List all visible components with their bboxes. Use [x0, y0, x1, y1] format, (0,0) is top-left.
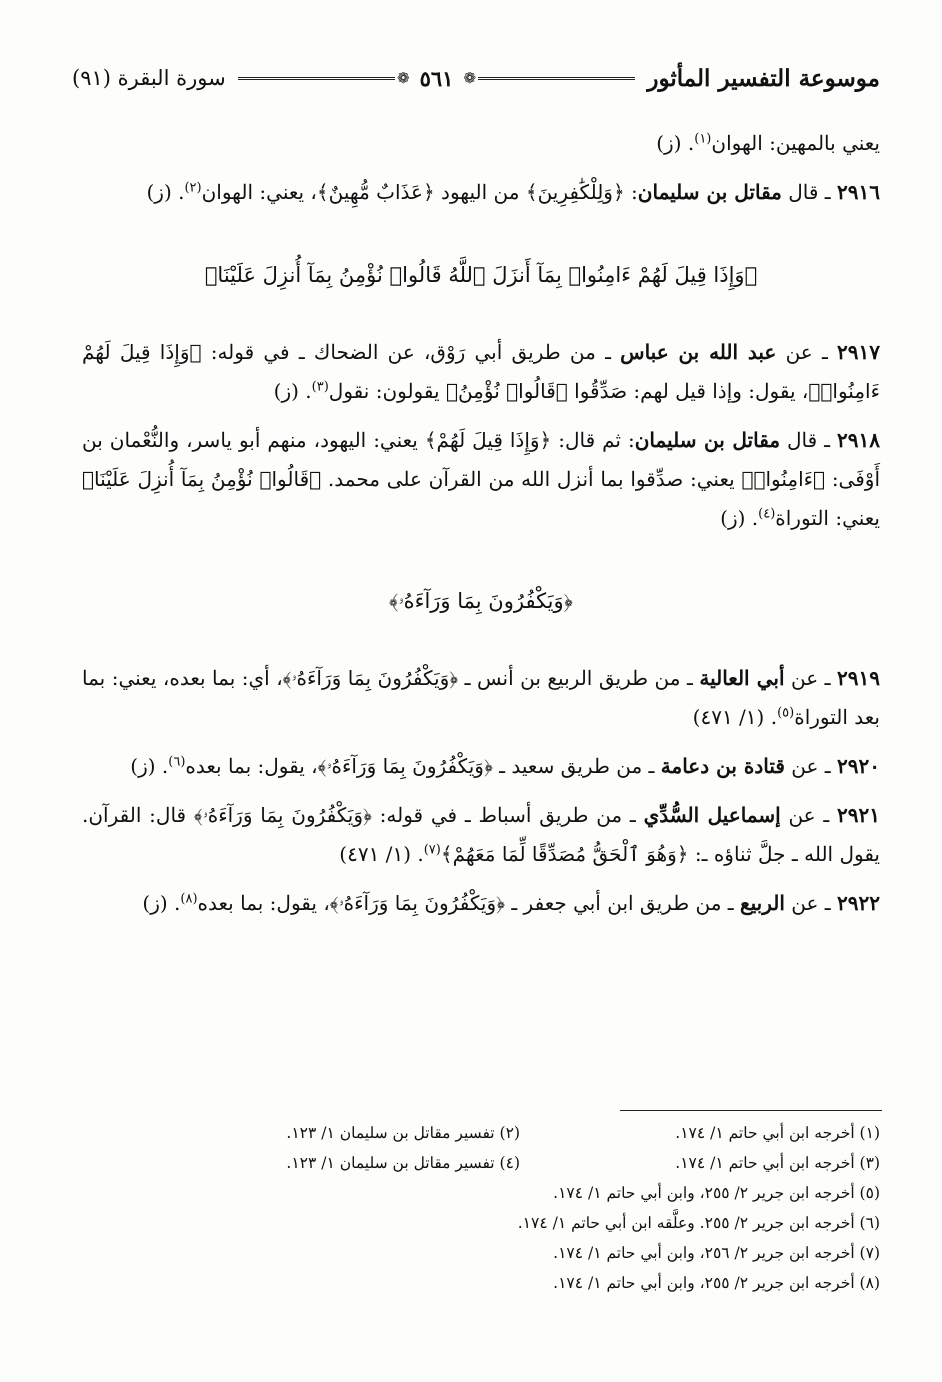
text: : ثم قال: — [551, 428, 635, 452]
footnote-ref[interactable]: (٦) — [168, 754, 186, 770]
text: ـ عن — [780, 803, 838, 827]
report-number: ٢٩٢٢ — [837, 891, 880, 915]
footnote-2: (٢) تفسير مقاتل بن سليمان ١/ ١٢٣. — [286, 1124, 520, 1142]
text: يعني: اليهود، منهم أبو ياسر، والنُّعْمان بن أَوْفَى: — [82, 428, 881, 491]
text: يقولون: نقول — [328, 379, 446, 403]
footnote-ref[interactable]: (٢) — [184, 180, 202, 196]
narrator-name: مقاتل بن سليمان — [634, 428, 781, 452]
source-mark: . (ز) — [130, 754, 169, 778]
footnote-8: (٨) أخرجه ابن جرير ٢/ ٢٥٥، وابن أبي حاتم ١/ ١٧٤. — [553, 1274, 880, 1292]
source-mark: . (ز) — [720, 506, 759, 530]
narrator-name: الربيع — [740, 891, 785, 915]
narrator-name: عبد الله بن عباس — [620, 340, 777, 364]
footnote-ref[interactable]: (٧) — [423, 842, 441, 858]
report-number: ٢٩١٨ — [837, 428, 880, 452]
paragraph-2921 — [82, 796, 880, 874]
narrator-name: مقاتل بن سليمان — [637, 180, 782, 204]
paragraph-2919 — [82, 659, 880, 737]
page-header — [72, 56, 880, 100]
text: قال: القرآن. يقول الله ـ جلَّ ثناؤه ـ: — [82, 803, 880, 866]
footnotes — [160, 1118, 880, 1298]
footnote-6: (٦) أخرجه ابن جرير ٢/ ٢٥٥. وعلَّقه ابن أبي حاتم ١/ ١٧٤. — [517, 1214, 880, 1232]
footnote-5: (٥) أخرجه ابن جرير ٢/ ٢٥٥، وابن أبي حاتم ١/ ١٧٤. — [553, 1184, 880, 1202]
text: يعني: صدِّقوا بما أنزل الله من القرآن على محمد. — [321, 467, 742, 491]
header-rule-group — [238, 66, 636, 91]
paragraph-2916 — [82, 173, 880, 212]
narrator-name: قتادة بن دعامة — [660, 754, 785, 778]
text: يعني بالمهين: الهوان — [711, 131, 880, 155]
quran-quote: ﴿وَيَكْفُرُونَ بِمَا وَرَآءَهُۥ﴾ — [317, 754, 493, 778]
footnote-7: (٧) أخرجه ابن جرير ٢/ ٢٥٦، وابن أبي حاتم ١/ ١٧٤. — [553, 1244, 880, 1262]
quran-quote: ﴿وَهُوَ ٱلْحَقُّ مُصَدِّقًا لِّمَا مَعَهُمْ﴾ — [440, 842, 689, 866]
text: ـ من طريق ابن أبي جعفر ـ — [504, 891, 740, 915]
ornament-icon: ❁ — [463, 69, 477, 87]
report-number: ٢٩١٦ — [837, 180, 880, 204]
footnote-divider — [620, 1110, 882, 1111]
text: ـ من طريق أسباط ـ في قوله: — [371, 803, 644, 827]
footnote-ref[interactable]: (٤) — [758, 506, 776, 522]
footnote-row — [160, 1148, 880, 1178]
quran-quote: ﴿وَإِذَا قِيلَ لَهُمْ﴾ — [424, 428, 552, 452]
footnote-row — [160, 1118, 880, 1148]
ornament-icon: ❁ — [397, 69, 410, 87]
text: ـ عن — [784, 754, 838, 778]
source-mark: . (١/ ٤٧١) — [339, 842, 424, 866]
footnote-ref[interactable]: (٨) — [180, 891, 198, 907]
surah-title: سورة البقرة (٩١) — [72, 66, 226, 90]
quran-quote: ﴿قَالُوا۟ نُؤْمِنُ بِمَآ أُنزِلَ عَلَيْنَا﴾ — [82, 467, 322, 491]
footnote-4: (٤) تفسير مقاتل بن سليمان ١/ ١٢٣. — [286, 1154, 520, 1172]
report-number: ٢٩٢٠ — [837, 754, 880, 778]
text: ـ من طريق الربيع بن أنس ـ — [458, 666, 700, 690]
text: ـ قال — [780, 428, 838, 452]
text: ، يقول: بما بعده — [185, 754, 318, 778]
text: ـ من طريق أبي رَوْق، عن الضحاك ـ في قوله: — [201, 340, 621, 364]
quran-quote: ﴿وَيَكْفُرُونَ بِمَا وَرَآءَهُۥ﴾ — [193, 803, 372, 827]
text: ـ عن — [784, 666, 838, 690]
quran-quote: ﴿قَالُوا۟ نُؤْمِنُ﴾ — [445, 379, 568, 403]
paragraph-2917 — [82, 333, 880, 411]
paragraph-2922 — [82, 884, 880, 923]
text: : — [624, 180, 638, 204]
footnote-3: (٣) أخرجه ابن أبي حاتم ١/ ١٧٤. — [675, 1154, 880, 1172]
source-mark: . (ز) — [146, 180, 185, 204]
text: ـ عن — [784, 891, 838, 915]
footnote-ref[interactable]: (٣) — [311, 379, 329, 395]
text: ، أي: بما بعده، يعني: بما بعد التوراة — [82, 666, 880, 729]
quran-quote: ﴿وَإِذَا قِيلَ لَهُمْ ءَامِنُوا۟﴾ — [82, 340, 880, 403]
main-text — [82, 124, 880, 933]
ayah-heading: ﴿وَيَكْفُرُونَ بِمَا وَرَآءَهُۥ﴾ — [389, 589, 573, 613]
ayah-heading: ﴿وَإِذَا قِيلَ لَهُمْ ءَامِنُوا۟ بِمَآ أَنزَلَ ٱللَّهُ قَالُوا۟ نُؤْمِنُ بِمَآ أُنزِلَ عَلَيْنَا﴾ — [204, 263, 758, 287]
book-title: موسوعة التفسير المأثور — [647, 64, 880, 92]
source-mark: . (ز) — [142, 891, 181, 915]
source-mark: . (ز) — [656, 131, 695, 155]
report-number: ٢٩١٩ — [837, 666, 881, 690]
footnote-ref[interactable]: (٥) — [777, 705, 795, 721]
text: ، يعني: الهوان — [201, 180, 317, 204]
paragraph-intro — [82, 124, 880, 163]
quran-quote: ﴿ءَامِنُوا۟﴾ — [741, 467, 826, 491]
text: ـ عن — [776, 340, 838, 364]
header-rule-right — [478, 77, 635, 80]
quran-quote: ﴿وَلِلْكَٰفِرِينَ﴾ — [525, 180, 625, 204]
report-number: ٢٩١٧ — [837, 340, 881, 364]
report-number: ٢٩٢١ — [837, 803, 880, 827]
quran-quote: ﴿عَذَابٌ مُّهِينٌ﴾ — [316, 180, 435, 204]
footnote-1: (١) أخرجه ابن أبي حاتم ١/ ١٧٤. — [675, 1124, 880, 1142]
footnote-ref[interactable]: (١) — [694, 131, 712, 147]
text: من اليهود — [434, 180, 526, 204]
header-rule-left — [238, 77, 395, 80]
paragraph-2918 — [82, 421, 880, 538]
quran-quote: ﴿وَيَكْفُرُونَ بِمَا وَرَآءَهُۥ﴾ — [329, 891, 505, 915]
text: ، يقول: وإذا قيل لهم: صَدِّقُوا — [567, 379, 809, 403]
paragraph-2920 — [82, 747, 880, 786]
quran-quote: ﴿وَيَكْفُرُونَ بِمَا وَرَآءَهُۥ﴾ — [282, 666, 459, 690]
source-mark: . (١/ ٤٧١) — [692, 705, 778, 729]
text: ـ قال — [781, 180, 838, 204]
text: ، يقول: بما بعده — [197, 891, 330, 915]
narrator-name: إسماعيل السُّدِّي — [643, 803, 781, 827]
source-mark: . (ز) — [273, 379, 312, 403]
text: يعني: التوراة — [775, 506, 880, 530]
text: ـ من طريق سعيد ـ — [492, 754, 661, 778]
narrator-name: أبي العالية — [699, 666, 785, 690]
page-number: ٥٦١ — [419, 65, 454, 91]
